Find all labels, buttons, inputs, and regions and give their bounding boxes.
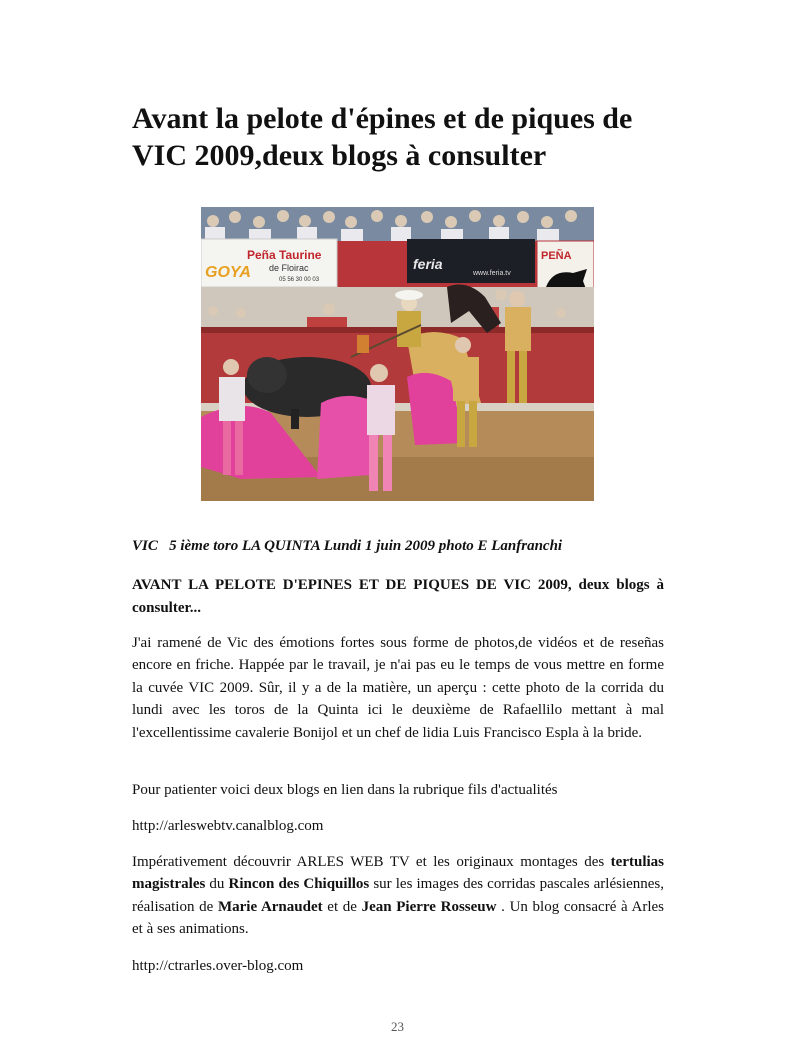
bold-tertulias: tertulias magistrales <box>132 854 664 893</box>
text-span: Impérativement découvrir ARLES WEB TV et les originaux montages des <box>132 854 611 870</box>
page-number: 23 <box>391 1019 404 1034</box>
banner-feria: feria <box>413 256 443 272</box>
text-span: sur les images des corridas pascales arlésiennes, réalisation de <box>132 876 665 915</box>
paragraph-intro: J'ai ramené de Vic des émotions fortes sous forme de photos,de vidéos et de reseñas encore en friche. Happée par le travail, je n'ai pas eu le temps de vous mettre en forme la cuvée VIC 2009. Sûr, il y a de la matière, un aperçu : cette photo de la corrida du lundi avec les toros de la Quinta ici le deuxième de Rafaellilo mettant à mal l'excellentissime cavalerie Bonijol et un chef de lidia Luis Francisco Espla à la bride. <box>132 635 664 741</box>
banner-pena-line2: de Floirac <box>269 263 309 273</box>
text-span: . Un blog consacré à Arles et à ses animations. <box>132 898 665 938</box>
corrida-photo <box>201 207 594 501</box>
text-span: du <box>205 876 229 893</box>
photo-caption: VIC 5 ième toro LA QUINTA Lundi 1 juin 2009 photo E Lanfranchi <box>132 538 563 554</box>
banner-pena-right: PEÑA <box>541 250 572 262</box>
paragraph-patienter: Pour patienter voici deux blogs en lien dans la rubrique fils d'actualités <box>132 782 558 798</box>
lead-heading: AVANT LA PELOTE D'EPINES ET DE PIQUES DE VIC 2009, deux blogs à consulter... <box>132 577 664 616</box>
banner-pena-phone: 05 56 30 00 03 <box>279 277 320 283</box>
bold-rincon: Rincon des Chiquillos <box>228 876 370 893</box>
banner-feria-tv: www.feria.tv <box>473 270 511 277</box>
banner-goya: GOYA <box>205 264 251 281</box>
banner-pena-line1: Peña Taurine <box>247 248 322 262</box>
page-title: Avant la pelote d'épines et de piques de VIC 2009,deux blogs à consulter <box>132 102 633 172</box>
link-arleswebtv[interactable]: http://arleswebtv.canalblog.com <box>132 818 324 834</box>
text-span: et de <box>322 898 362 915</box>
paragraph-arles-web-tv <box>132 851 664 941</box>
photo-illustration <box>201 207 594 501</box>
bold-marie-arnaudet: Marie Arnaudet <box>217 898 323 915</box>
bold-jean-pierre-rosseuw: Jean Pierre Rosseuw <box>361 898 497 915</box>
link-ctrarles[interactable]: http://ctrarles.over-blog.com <box>132 958 304 974</box>
